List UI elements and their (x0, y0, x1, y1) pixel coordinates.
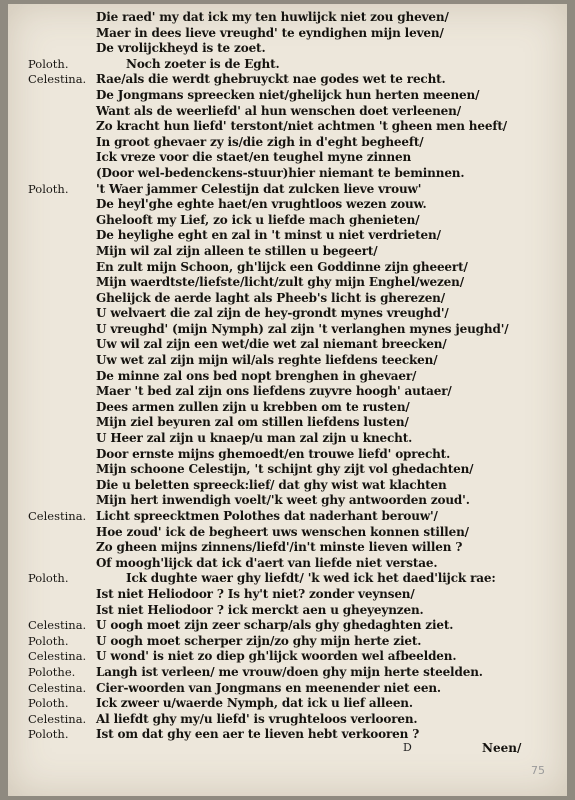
verse-text: U wond' is niet zo diep gh'lijck woorden wel afbeelden. (96, 649, 457, 664)
verse-line (8, 291, 567, 307)
verse-text: Rae/als die werdt ghebruyckt nae godes wet te recht. (96, 72, 446, 87)
verse-line (8, 431, 567, 447)
book-page (8, 4, 567, 796)
verse-text: U oogh moet zijn zeer scharp/als ghy ghedaghten ziet. (96, 618, 454, 633)
verse-line (8, 135, 567, 151)
verse-text: Die u beletten spreeck:lief/ dat ghy wist wat klachten (96, 477, 447, 492)
verse-line (8, 275, 567, 291)
verse-line (8, 150, 567, 166)
verse-text: Ist om dat ghy een aer te lieven hebt verkooren ? (96, 727, 420, 742)
verse-line (8, 57, 567, 73)
verse-text: De Jongmans spreecken niet/ghelijck hun herten meenen/ (96, 87, 480, 102)
speaker-label: Celestina. (28, 618, 87, 633)
verse-line (8, 41, 567, 57)
verse-line (8, 369, 567, 385)
verse-line (8, 540, 567, 556)
verse-line (8, 88, 567, 104)
speaker-label: Poloth. (28, 727, 69, 742)
verse-text: Hoe zoud' ick de begheert uws wenschen konnen stillen/ (96, 524, 469, 539)
verse-text: Mijn ziel beyuren zal om stillen liefdens lusten/ (96, 415, 409, 430)
verse-line (8, 618, 567, 634)
verse-line (8, 634, 567, 650)
verse-text: Ghelijck de aerde laght als Pheeb's licht is gherezen/ (96, 290, 445, 305)
verse-text: Zo kracht hun liefd' terstont/niet achtmen 't gheen men heeft/ (96, 119, 507, 134)
verse-text: U welvaert die zal zijn de hey-grondt mynes vreughd'/ (96, 306, 449, 321)
verse-text: In groot ghevaer zy is/die zigh in d'eght begheeft/ (96, 134, 424, 149)
speaker-label: Poloth. (28, 181, 69, 196)
verse-text: Ist niet Heliodoor ? Is hy't niet? zonder veynsen/ (96, 586, 415, 601)
verse-text: U vreughd' (mijn Nymph) zal zijn 't verlanghen mynes jeughd'/ (96, 321, 509, 336)
verse-line (8, 10, 567, 26)
verse-text: (Door wel-bedenckens-stuur)hier niemant te beminnen. (96, 165, 465, 180)
verse-line (8, 447, 567, 463)
catchword: Neen/ (482, 741, 522, 755)
verse-text: Ist niet Heliodoor ? ick merckt aen u gheyeynzen. (96, 602, 424, 617)
verse-text: En zult mijn Schoon, gh'lijck een Goddinne zijn gheeert/ (96, 259, 468, 274)
verse-line (8, 119, 567, 135)
verse-text: Licht spreecktmen Polothes dat naderhant berouw'/ (96, 509, 438, 523)
verse-line (8, 509, 567, 525)
verse-text: De heylighe eght en zal in 't minst u niet verdrieten/ (96, 228, 441, 243)
speaker-label: Poloth. (28, 56, 69, 71)
verse-text: U Heer zal zijn u knaep/u man zal zijn u knecht. (96, 431, 413, 446)
verse-line (8, 244, 567, 260)
verse-text: Zo gheen mijns zinnens/liefd'/in't minste lieven willen ? (96, 540, 463, 555)
verse-text: Al liefdt ghy my/u liefd' is vrughteloos verlooren. (96, 711, 418, 726)
verse-text: Mijn hert inwendigh voelt/'k weet ghy antwoorden zoud'. (96, 493, 470, 508)
speaker-label: Poloth. (28, 696, 69, 711)
speaker-label: Celestina. (28, 711, 87, 726)
verse-line (8, 462, 567, 478)
verse-text: Maer in dees lieve vreughd' te eyndighen mijn leven/ (96, 25, 444, 40)
verse-text: Ick zweer u/waerde Nymph, dat ick u lief alleen. (96, 696, 413, 711)
speaker-label: Poloth. (28, 633, 69, 648)
verse-text: Langh ist verleen/ me vrouw/doen ghy mijn herte steelden. (96, 664, 483, 679)
verse-line (8, 104, 567, 120)
verse-text: Door ernste mijns ghemoedt/en trouwe liefd' oprecht. (96, 446, 451, 461)
verse-text: Uw wil zal zijn een wet/die wet zal niemant breecken/ (96, 337, 447, 352)
verse-text: Uw wet zal zijn mijn wil/als reghte liefdens teecken/ (96, 353, 438, 368)
verse-text: De heyl'ghe eghte haet/en vrughtloos wezen zouw. (96, 197, 427, 212)
verse-line (8, 337, 567, 353)
verse-text: Noch zoeter is de Eght. (126, 56, 280, 71)
verse-line (8, 353, 567, 369)
verse-line (8, 26, 567, 42)
verse-line (8, 228, 567, 244)
speaker-label: Celestina. (28, 509, 87, 523)
speaker-label: Celestina. (28, 680, 87, 695)
verse-line (8, 415, 567, 431)
verse-line (8, 213, 567, 229)
speaker-label: Celestina. (28, 649, 87, 664)
verse-line (8, 681, 567, 697)
verse-text: 't Waer jammer Celestijn dat zulcken lieve vrouw' (96, 181, 422, 196)
verse-line (8, 556, 567, 572)
verse-text: Mijn waerdtste/liefste/licht/zult ghy mijn Enghel/wezen/ (96, 275, 464, 290)
speaker-label: Poloth. (28, 571, 69, 586)
verse-line (8, 525, 567, 541)
speaker-label: Celestina. (28, 72, 87, 87)
verse-text: Maer 't bed zal zijn ons liefdens zuyvre hoogh' autaer/ (96, 384, 452, 399)
verse-line (8, 649, 567, 665)
verse-text: Mijn schoone Celestijn, 't schijnt ghy zijt vol ghedachten/ (96, 462, 474, 477)
verse-line (8, 712, 567, 728)
verse-line (8, 306, 567, 322)
verse-text: Ick dughte waer ghy liefdt/ 'k wed ick het daed'lijck rae: (126, 571, 496, 586)
verse-text: Want als de weerliefd' al hun wenschen doet verleenen/ (96, 103, 461, 118)
verse-line (8, 322, 567, 338)
verse-text: Dees armen zullen zijn u krebben om te rusten/ (96, 399, 410, 414)
verse-lines (8, 10, 567, 743)
verse-line (8, 72, 567, 88)
verse-line (8, 260, 567, 276)
verse-text: Ghelooft my Lief, zo ick u liefde mach ghenieten/ (96, 212, 420, 227)
verse-text: U oogh moet scherper zijn/zo ghy mijn herte ziet. (96, 633, 422, 648)
verse-line (8, 603, 567, 619)
verse-line (8, 493, 567, 509)
verse-line (8, 587, 567, 603)
verse-line (8, 478, 567, 494)
signature-mark: D (403, 741, 412, 754)
verse-line (8, 696, 567, 712)
verse-text: Of moogh'lijck dat ick d'aert van liefde niet verstae. (96, 555, 438, 570)
verse-line (8, 166, 567, 182)
speaker-label: Polothe. (28, 664, 76, 679)
verse-line (8, 384, 567, 400)
verse-text: Mijn wil zal zijn alleen te stillen u begeert/ (96, 243, 378, 258)
verse-line (8, 571, 567, 587)
verse-line (8, 182, 567, 198)
verse-line (8, 197, 567, 213)
verse-text: Cier-woorden van Jongmans en meenender niet een. (96, 680, 441, 695)
verse-text: De minne zal ons bed nopt brenghen in ghevaer/ (96, 368, 417, 383)
verse-text: Die raed' my dat ick my ten huwlijck niet zou gheven/ (96, 10, 449, 24)
verse-line (8, 400, 567, 416)
verse-line (8, 665, 567, 681)
pencil-note: 75 (531, 764, 545, 777)
verse-text: De vrolijckheyd is te zoet. (96, 41, 266, 56)
verse-text: Ick vreze voor die staet/en teughel myne zinnen (96, 150, 412, 165)
